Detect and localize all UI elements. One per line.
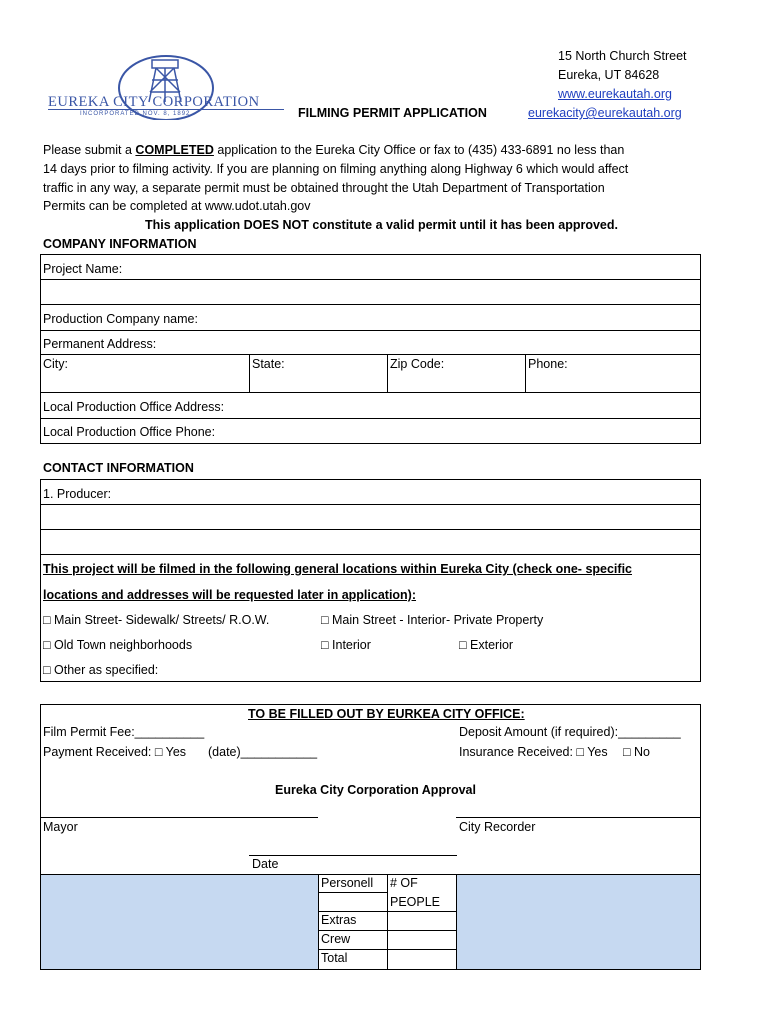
approval-heading: Eureka City Corporation Approval [275,783,476,797]
email-link[interactable]: eurekacity@eurekautah.org [528,106,682,120]
payment-date-field[interactable]: (date)___________ [208,745,318,759]
producer-label: 1. Producer: [43,487,112,501]
intro-line1: Please submit a COMPLETED application to the Eureka City Office or fax to (435) 433-6891 no less than [43,143,625,157]
total-label: Total [321,951,348,965]
logo-name: EUREKA CITY CORPORATION [48,94,260,110]
city-label: City: [43,357,68,371]
intro-line3: traffic in any way, a separate permit must be obtained throught the Utah Department of Transportation [43,181,605,195]
insurance-received-label: Insurance Received: □ Yes [459,745,608,759]
option-old-town[interactable]: □ Old Town neighborhoods [43,638,193,652]
locations-line2: locations and addresses will be requested later in application): [43,588,417,602]
option-main-sidewalk[interactable]: □ Main Street- Sidewalk/ Streets/ R.O.W. [43,613,270,627]
logo [46,50,286,120]
phone-label: Phone: [528,357,568,371]
personell-label: Personell [321,876,374,890]
permanent-address-label: Permanent Address: [43,337,157,351]
crew-label: Crew [321,932,351,946]
local-office-address-label: Local Production Office Address: [43,400,225,414]
company-heading: COMPANY INFORMATION [43,237,197,251]
website-link[interactable]: www.eurekautah.org [558,87,672,101]
option-main-interior[interactable]: □ Main Street - Interior- Private Property [321,613,544,627]
address-line2: Eureka, UT 84628 [558,68,660,82]
intro-line2: 14 days prior to filming activity. If you are planning on filming anything along Highway 6 which would affect [43,162,629,176]
shaded-right [457,874,700,969]
mayor-label: Mayor [43,820,78,834]
option-other[interactable]: □ Other as specified: [43,663,159,677]
num-of-label: # OF [390,876,418,890]
recorder-signature-line[interactable] [456,817,700,818]
payment-received-label: Payment Received: □ Yes [43,745,187,759]
contact-heading: CONTACT INFORMATION [43,461,194,475]
local-office-phone-label: Local Production Office Phone: [43,425,216,439]
extras-label: Extras [321,913,357,927]
production-company-label: Production Company name: [43,312,198,326]
address-line1: 15 North Church Street [558,49,687,63]
office-heading: TO BE FILLED OUT BY EURKEA CITY OFFICE: [248,707,525,721]
locations-line1: This project will be filmed in the following general locations within Eureka City (check one- specific [43,562,632,576]
notice: This application DOES NOT constitute a valid permit until it has been approved. [145,218,618,232]
intro-line4: Permits can be completed at www.udot.utah.gov [43,199,311,213]
zip-label: Zip Code: [390,357,445,371]
recorder-label: City Recorder [459,820,536,834]
option-interior[interactable]: □ Interior [321,638,371,652]
people-label: PEOPLE [390,895,441,909]
project-name-label: Project Name: [43,262,123,276]
shaded-left [41,874,318,969]
project-name-field[interactable] [41,280,700,304]
deposit-label: Deposit Amount (if required):_________ [459,725,681,739]
state-label: State: [252,357,285,371]
mayor-signature-line[interactable] [41,817,318,818]
option-exterior[interactable]: □ Exterior [459,638,514,652]
insurance-no-option[interactable]: □ No [623,745,651,759]
date-signature-line[interactable] [249,855,457,856]
logo-tagline: INCORPORATED NOV. 8, 1892 [80,111,191,117]
film-fee-label: Film Permit Fee:__________ [43,725,205,739]
date-label: Date [252,857,279,871]
form-title: FILMING PERMIT APPLICATION [298,106,487,120]
